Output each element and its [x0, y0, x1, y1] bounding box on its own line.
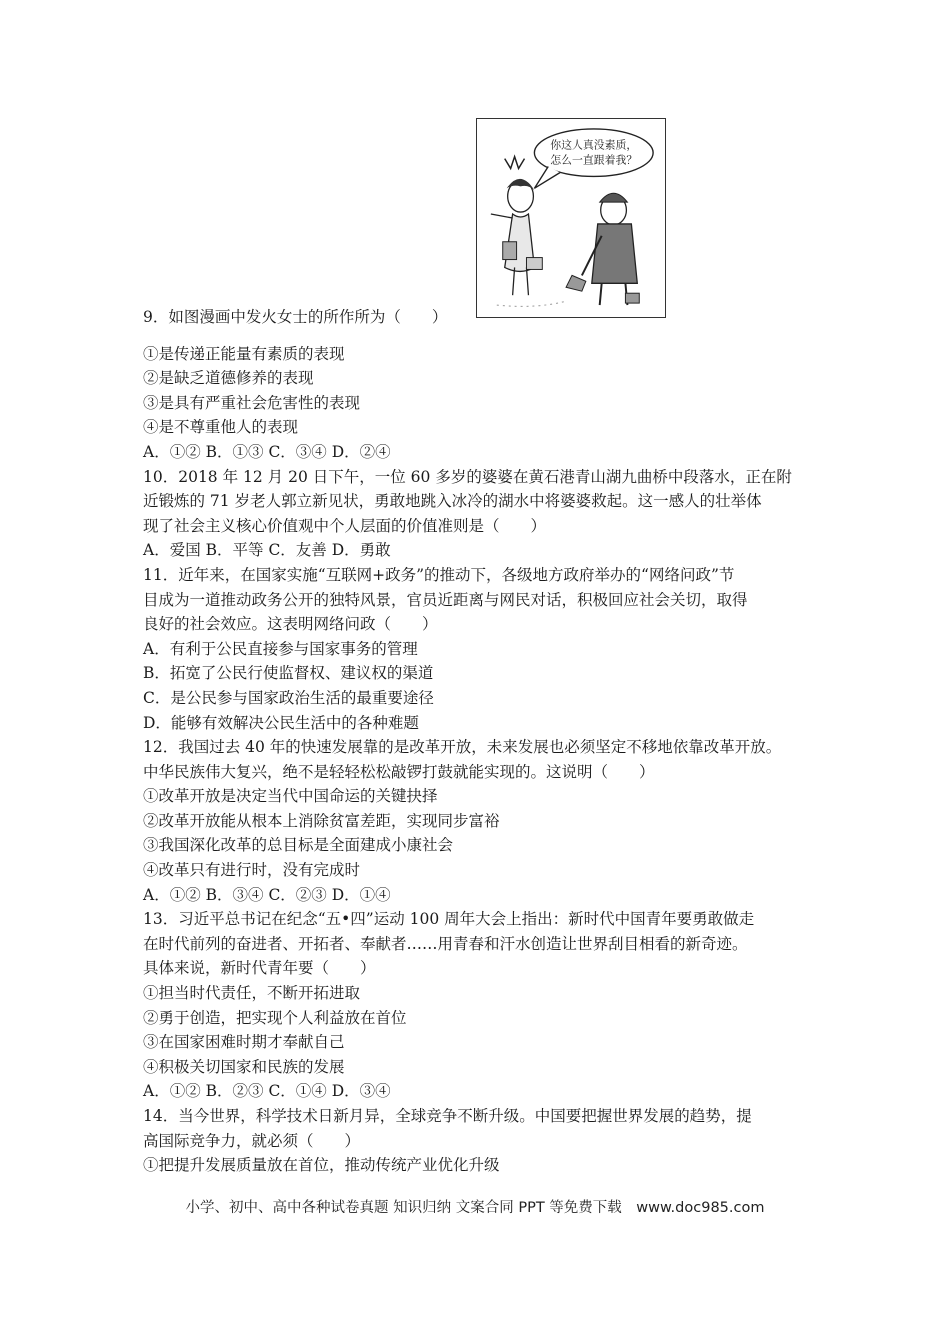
- question-list: [143, 305, 813, 1178]
- answer-choices: A．爱国 B．平等 C．友善 D．勇敢: [143, 541, 391, 560]
- question-stem-line: 9．如图漫画中发火女士的所作所为（ ）: [143, 308, 448, 326]
- question-10: [143, 465, 813, 563]
- option-line: ③是具有严重社会危害性的表现: [143, 393, 361, 412]
- question-stem-line: 近锻炼的 71 岁老人郭立新见状，勇敢地跳入冰冷的湖水中将婆婆救起。这一感人的壮举体: [143, 492, 762, 511]
- question-stem-line: 12．我国过去 40 年的快速发展靠的是改革开放，未来发展也必须坚定不移地依靠改革开放。: [143, 738, 782, 757]
- question-stem-line: 10．2018 年 12 月 20 日下午，一位 60 多岁的婆婆在黄石港青山湖九曲桥中段落水，正在附: [143, 467, 792, 486]
- question-stem-line: 高国际竞争力，就必须（ ）: [143, 1131, 361, 1150]
- option-line: ③在国家困难时期才奉献自己: [143, 1033, 345, 1052]
- cartoon-illustration: [476, 118, 666, 318]
- cartoon-drawing: [477, 119, 665, 317]
- answer-choices: A．①② B．③④ C．②③ D．①④: [143, 885, 391, 904]
- question-stem-line: 11．近年来，在国家实施“互联网+政务”的推动下，各级地方政府举办的“网络问政”节: [143, 565, 735, 584]
- option-line: ②勇于创造，把实现个人利益放在首位: [143, 1008, 407, 1027]
- option-line: ②改革开放能从根本上消除贫富差距，实现同步富裕: [143, 811, 500, 830]
- question-stem-line: 14．当今世界，科学技术日新月异，全球竞争不断升级。中国要把握世界发展的趋势，提: [143, 1107, 752, 1125]
- option-line: C．是公民参与国家政治生活的最重要途径: [143, 688, 434, 707]
- answer-choices: A．①② B．①③ C．③④ D．②④: [143, 442, 391, 461]
- option-line: ①担当时代责任，不断开拓进取: [143, 984, 361, 1003]
- option-line: ④是不尊重他人的表现: [143, 418, 299, 437]
- speech-line-1: 你这人真没素质，: [550, 138, 638, 152]
- option-line: ①把提升发展质量放在首位，推动传统产业优化升级: [143, 1156, 500, 1175]
- option-line: ①是传递正能量有素质的表现: [143, 344, 345, 363]
- question-stem-line: 具体来说，新时代青年要（ ）: [143, 959, 376, 978]
- speech-line-2: 怎么一直跟着我？: [550, 153, 638, 167]
- option-line: B．拓宽了公民行使监督权、建议权的渠道: [143, 664, 434, 683]
- question-stem-line: 现了社会主义核心价值观中个人层面的价值准则是（ ）: [143, 516, 547, 535]
- option-line: A．有利于公民直接参与国家事务的管理: [143, 639, 418, 658]
- question-9-options: [143, 342, 813, 465]
- option-line: ②是缺乏道德修养的表现: [143, 369, 314, 388]
- question-stem-line: 在时代前列的奋进者、开拓者、奉献者……用青春和汗水创造让世界刮目相看的新奇迹。: [143, 934, 748, 953]
- question-stem-line: 目成为一道推动政务公开的独特风景，官员近距离与网民对话，积极回应社会关切，取得: [143, 590, 748, 609]
- option-line: ①改革开放是决定当代中国命运的关键抉择: [143, 787, 438, 806]
- question-stem-line: 中华民族伟大复兴，绝不是轻轻松松敲锣打鼓就能实现的。这说明（ ）: [143, 762, 655, 781]
- option-line: ④积极关切国家和民族的发展: [143, 1057, 345, 1076]
- option-line: ③我国深化改革的总目标是全面建成小康社会: [143, 836, 454, 855]
- option-line: ④改革只有进行时，没有完成时: [143, 861, 361, 880]
- question-14: [143, 1104, 813, 1178]
- question-9: [143, 305, 813, 330]
- question-11: [143, 563, 813, 735]
- footer-banner: 小学、初中、高中各种试卷真题 知识归纳 文案合同 PPT 等免费下载 www.doc985.com: [185, 1200, 765, 1216]
- answer-choices: A．①② B．②③ C．①④ D．③④: [143, 1082, 391, 1101]
- question-13: [143, 907, 813, 1104]
- question-stem-line: 良好的社会效应。这表明网络问政（ ）: [143, 615, 438, 634]
- question-12: [143, 735, 813, 907]
- question-stem-line: 13．习近平总书记在纪念“五•四”运动 100 周年大会上指出：新时代中国青年要勇敢做走: [143, 910, 755, 929]
- option-line: D．能够有效解决公民生活中的各种难题: [143, 713, 419, 732]
